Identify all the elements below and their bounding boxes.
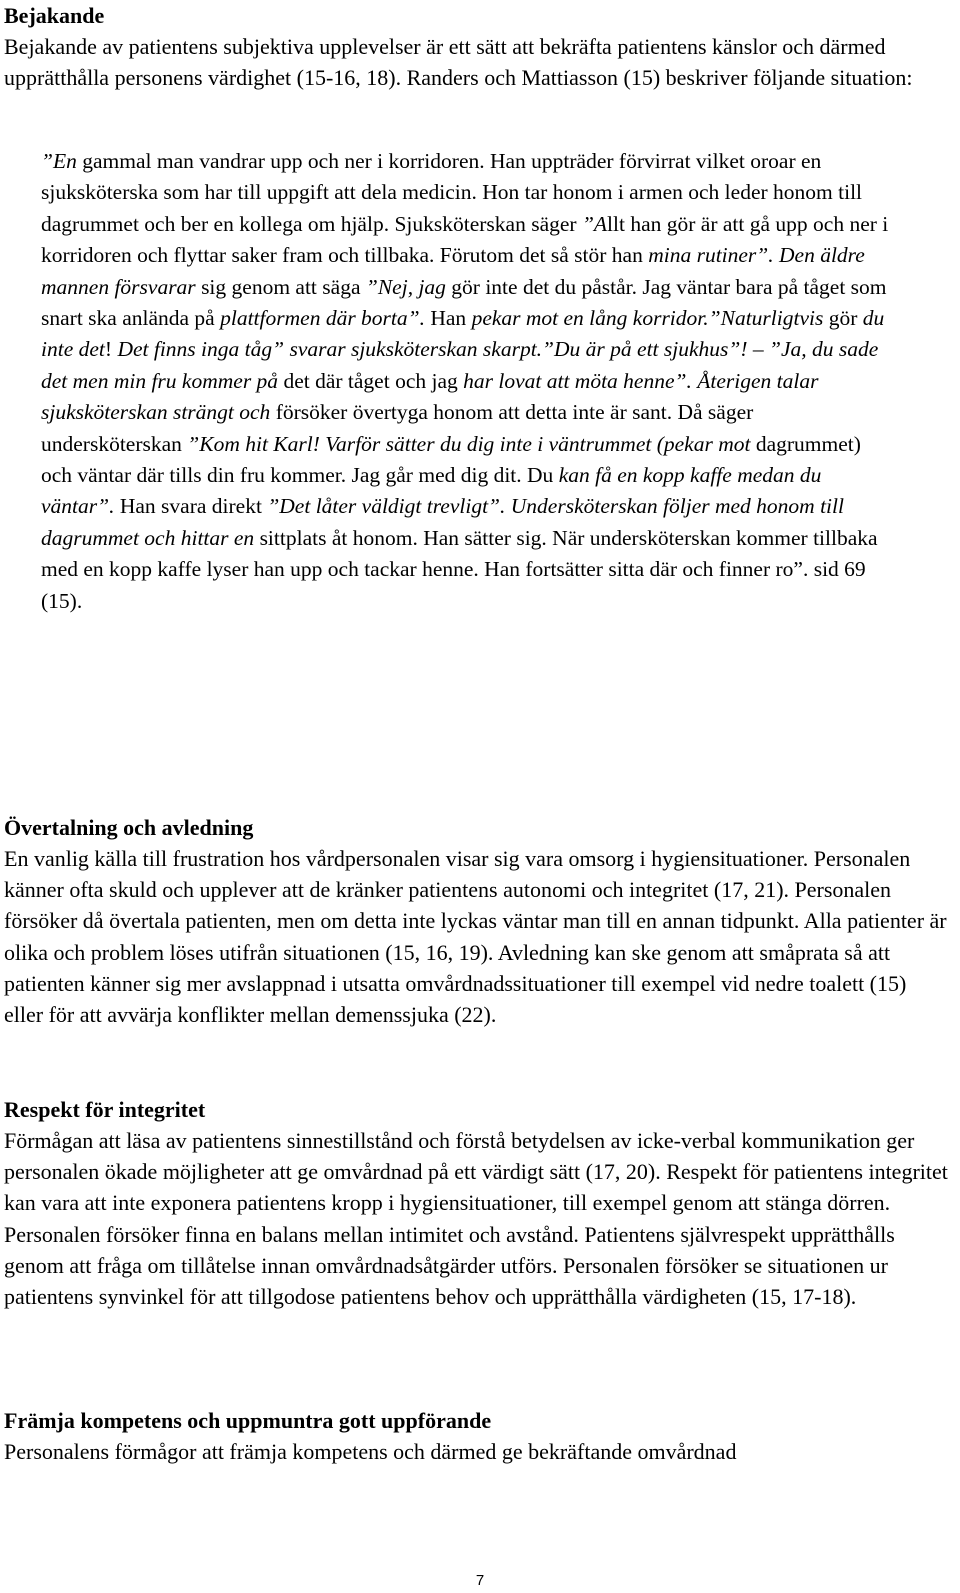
quote-text: kan få en kopp kaffe medan du väntar”. <box>41 463 822 519</box>
section-paragraph: Bejakande av patientens subjektiva upplevelser är ett sätt att bekräfta patientens känslor och därmed upprätthålla personens värdighet (15-16, 18). Randers och Mattiasson (15) beskriver följande situation: <box>4 34 913 91</box>
quote-text: plattformen där borta”. <box>220 306 425 331</box>
section-heading: Respekt för integritet <box>4 1097 206 1122</box>
quote-text: Det finns inga tåg” svarar sjuksköterskan skarpt.”Du är på ett sjukhus”! – ”Ja, du sade det men min fru kommer på <box>41 337 879 393</box>
quote-text: gör inte det du påstår. Jag väntar bara på tåget som snart ska anlända på <box>41 274 887 331</box>
quote-text: du inte det <box>41 306 885 362</box>
quote-text: mina rutiner”. Den äldre mannen försvarar <box>41 243 865 299</box>
quote-text: sig genom att säga <box>195 274 366 299</box>
quote-text: det där tåget och jag <box>278 368 464 393</box>
section-heading: Bejakande <box>4 3 105 28</box>
section-overtalning <box>4 812 950 1030</box>
section-heading: Övertalning och avledning <box>4 815 254 840</box>
quote-text: har lovat att möta henne”. Återigen talar sjuksköterskan strängt och <box>41 368 819 425</box>
quote-text: sittplats åt honom. Han sätter sig. När undersköterskan kommer tillbaka med en kopp kaffe lyser han upp och tackar henne. Han fortsätter sitta där och finner ro”. sid 69 (15). <box>41 525 878 613</box>
quote-text: Han svara direkt <box>114 494 268 519</box>
quote-text: gör <box>823 306 863 331</box>
quote-text: ”En <box>41 149 77 173</box>
quote-text: ”A <box>581 211 608 236</box>
quote-text: ”Det låter väldigt trevligt”. Undersköterskan följer med honom till dagrummet och hittar en <box>41 494 844 550</box>
section-respekt <box>4 1094 950 1312</box>
case-quote <box>41 146 891 617</box>
quote-text: gammal man vandrar upp och ner i korridoren. Han uppträder förvirrat vilket oroar en sjuksköterska som har till uppgift att dela medicin. Hon tar honom i armen och leder honom till dagrummet och ber en kollega om hjälp. Sjuksköterskan säger <box>41 149 863 236</box>
quote-text: dagrummet) och väntar där tills din fru kommer. Jag går med dig dit. Du <box>41 431 861 488</box>
quote-text: ”Nej, jag <box>365 274 446 299</box>
section-bejakande <box>4 0 950 93</box>
section-framja <box>4 1405 950 1467</box>
quote-text: Han <box>424 306 472 331</box>
quote-text: llt han gör är att gå upp och ner i korridoren och flyttar saker fram och tillbaka. Förutom det så stör han <box>41 211 889 268</box>
section-paragraph: Personalens förmågor att främja kompetens och därmed ge bekräftande omvårdnad <box>4 1439 737 1464</box>
quote-text: ! <box>104 337 118 362</box>
section-heading: Främja kompetens och uppmuntra gott uppförande <box>4 1408 492 1433</box>
section-paragraph: En vanlig källa till frustration hos vårdpersonalen visar sig vara omsorg i hygiensituationer. Personalen känner ofta skuld och upplever att de kränker patientens autonomi och integritet (17, 21). Personalen försöker då övertala patienten, men om detta inte lyckas väntar man till en annan tidpunkt. Alla patienter är olika och problem löses utifrån situationen (15, 16, 19). Avledning kan ske genom att småprata så att patienten känner sig mer avslappnad i utsatta omvårdnadssituationer till exempel vid nedre toalett (15) eller för att avvärja konflikter mellan demenssjuka (22). <box>4 846 947 1028</box>
quote-text: försöker övertyga honom att detta inte är sant. Då säger undersköterskan <box>41 400 754 456</box>
quote-text: ”Kom hit Karl! Varför sätter du dig inte i väntrummet (pekar mot <box>187 431 751 456</box>
section-paragraph: Förmågan att läsa av patientens sinnestillstånd och förstå betydelsen av icke-verbal kommunikation ger personalen ökade möjligheter att ge omvårdnad på ett värdigt sätt (17, 20). Respekt för patientens integritet kan vara att inte exponera patientens kropp i hygiensituationer, till exempel genom att stänga dörren. Personalen försöker finna en balans mellan intimitet och avstånd. Patientens självrespekt upprätthålls genom att fråga om tillåtelse innan omvårdnadsåtgärder utförs. Personalen försöker se situationen ur patientens synvinkel för att tillgodose patientens behov och upprätthålla värdigheten (15, 17-18). <box>4 1128 948 1310</box>
page-number: 7 <box>475 1572 485 1589</box>
quote-text: pekar mot en lång korridor.”Naturligtvis <box>471 306 824 331</box>
